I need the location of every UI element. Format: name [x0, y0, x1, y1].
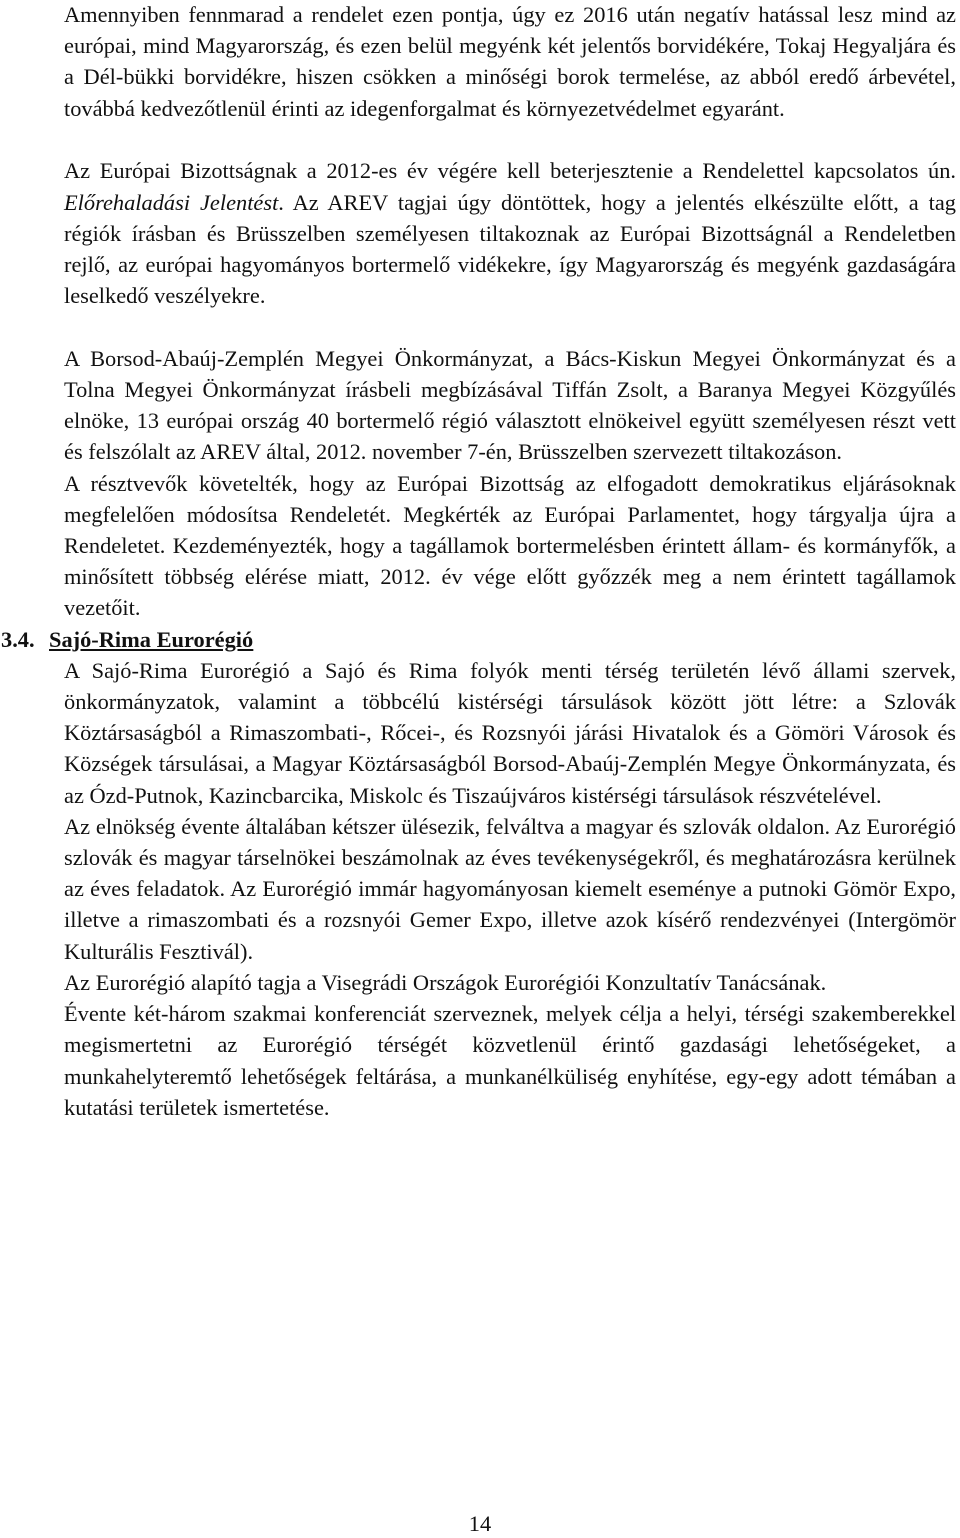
- paragraph-euroregion-conferences: Évente két-három szakmai konferenciát szerveznek, melyek célja a helyi, térségi szakemberekkel megismertetni az Eurorégió térségét közvetlenül érintő gazdasági lehetőségeket, a munkahelyteremtő lehetőségek feltárása, a munkanélküliség enyhítése, egy-egy adott témában a kutatási területek ismertetése.: [64, 1001, 956, 1120]
- paragraph-euroregion-founding: A Sajó-Rima Eurorégió a Sajó és Rima folyók menti térség területén lévő állami szervek, önkormányzatok, valamint a többcélú kistérségi társulások között jött létre: a Szlovák Köztársaságból a Rimaszombati-, Rőcei-, és Rozsnyói járási Hivatalok és a Gömöri Városok és Községek társulásai, a Magyar Köztársaságból Borsod-Abaúj-Zemplén Megye Önkormányzata, és az Ózd-Putnok, Kazincbarcika, Miskolc és Tiszaújváros kistérségi társulások részvételével.: [64, 657, 956, 808]
- report-title-italic: Előrehaladási Jelentést: [64, 189, 279, 215]
- paragraph-euroregion-visegrad: Az Eurorégió alapító tagja a Visegrádi Országok Eurorégiói Konzultatív Tanácsának.: [64, 969, 827, 995]
- paragraph-report-text-part2: . Az AREV tagjai úgy döntöttek, hogy a jelentés elkészülte előtt, a tag régiók írásban és Brüsszelben személyesen tiltakoznak az Európai Bizottságnál a Rendeletben rejlő, az európai hagyományos bortermelő vidékekre, így Magyarország és megyénk gazdaságára leselkedő veszélyekre.: [64, 189, 956, 309]
- document-body: [1, 0, 956, 1123]
- section-number: 3.4.: [1, 626, 35, 652]
- paragraph-euroregion-presidency: Az elnökség évente általában kétszer ülésezik, felváltva a magyar és szlovák oldalon. Az Eurorégió szlovák és magyar társelnökei beszámolnak az éves tevékenységekről, és meghatározásra kerülnek az éves feladatok. Az Eurorégió immár hagyományosan kiemelt eseménye a putnoki Gömör Expo, illetve a rimaszombati és a rozsnyói Gemer Expo, illetve azok kísérő rendezvényei (Intergömör Kulturális Fesztivál).: [64, 813, 956, 964]
- paragraph-borsod-protest: A Borsod-Abaúj-Zemplén Megyei Önkormányzat, a Bács-Kiskun Megyei Önkormányzat és a Tolna Megyei Önkormányzat írásbeli megbízásával Tiffán Zsolt, a Baranya Megyei Közgyűlés elnöke, 13 európai ország 40 bortermelő régió választott elnökeivel együtt személyesen részt vett és felszólalt az AREV által, 2012. november 7-én, Brüsszelben szervezett tiltakozáson.: [64, 345, 956, 465]
- section-heading: [1, 624, 956, 655]
- paragraph-rendelet-impact: Amennyiben fennmarad a rendelet ezen pontja, úgy ez 2016 után negatív hatással lesz mind az európai, mind Magyarország, és ezen belül megyénk két jelentős borvidékére, Tokaj Hegyaljára és a Dél-bükki borvidékre, hiszen csökken a minőségi borok termelése, az abból eredő árbevétel, továbbá kedvezőtlenül érinti az idegenforgalmat és környezetvédelmet egyaránt.: [64, 2, 956, 121]
- page-number: 14: [468, 1511, 492, 1536]
- paragraph-european-commission-report: [64, 155, 956, 311]
- paragraph-report-text-part1: Az Európai Bizottságnak a 2012-es év végére kell beterjesztenie a Rendelettel kapcsolatos ún.: [64, 158, 956, 184]
- section-title: Sajó-Rima Eurorégió: [49, 626, 254, 652]
- paragraph-participants-demands: A résztvevők követelték, hogy az Európai Bizottság az elfogadott demokratikus eljárásoknak megfelelően módosítsa Rendeletét. Megkérték az Európai Parlamentet, hogy tárgyalja újra a Rendeletet. Kezdeményezték, hogy a tagállamok bortermelésben érintett állam- és kormányfők, a minősített többség elérése miatt, 2012. év vége előtt győzzék meg a nem érintett tagállamok vezetőit.: [64, 470, 956, 621]
